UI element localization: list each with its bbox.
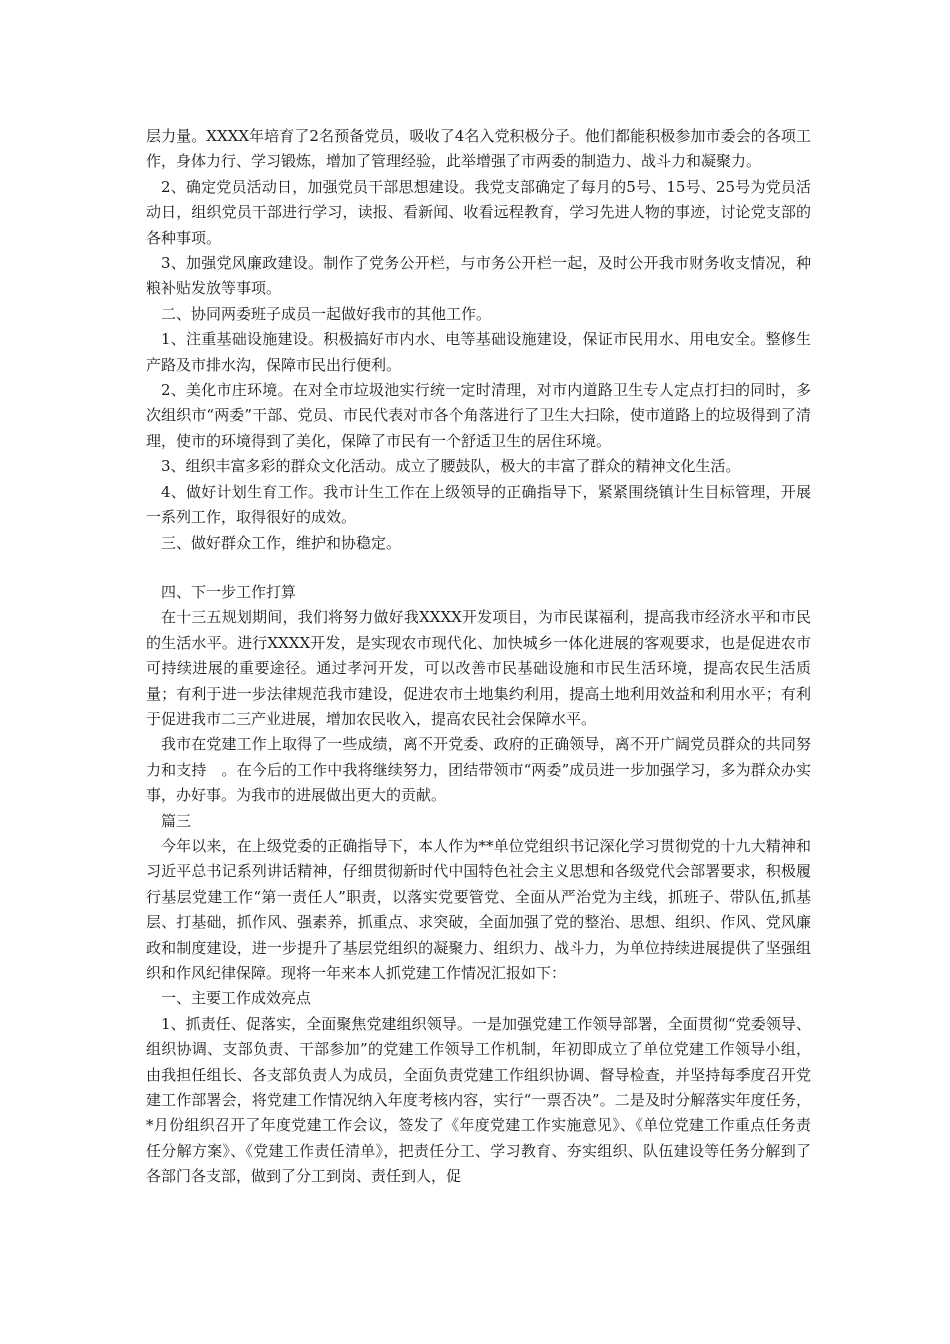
- paragraph-party-strength: 层力量。XXXX年培育了2名预备党员，吸收了4名入党积极分子。他们都能积极参加市委会的各项工作，身体力行、学习锻炼，增加了管理经验，此举增强了市两委的制造力、战斗力和凝聚力。: [146, 127, 811, 171]
- heading-section-three: 三、做好群众工作，维护和协稳定。: [161, 533, 402, 552]
- paragraph-culture: 3、组织丰富多彩的群众文化活动。成立了腰鼓队，极大的丰富了群众的精神文化生活。: [161, 457, 741, 476]
- document-body: [146, 124, 811, 1190]
- paragraph-environment: 2、美化市庄环境。在对全市垃圾池实行统一定时清理，对市内道路卫生专人定点打扫的同时，多次组织市“两委”干部、党员、市民代表对市各个角落进行了卫生大扫除，使市道路上的垃圾得到了清理，使市的环境得到了美化，保障了市民有一个舒适卫生的居住环境。: [146, 381, 811, 450]
- heading-part-three: 篇三: [161, 811, 192, 830]
- paragraph-development-plan: 在十三五规划期间，我们将努力做好我XXXX开发项目，为市民谋福利，提高我市经济水平和市民的生活水平。进行XXXX开发，是实现农市现代化、加快城乡一体化进展的客观要求，也是促进农市可持续进展的重要途径。通过孝河开发，可以改善市民基础设施和市民生活环境，提高农民生活质量；有利于进一步法律规范我市建设，促进农市土地集约利用，提高土地利用效益和利用水平；有利于促进我市二三产业进展，增加农民收入，提高农民社会保障水平。: [146, 608, 811, 728]
- paragraph-family-planning: 4、做好计划生育工作。我市计生工作在上级领导的正确指导下，紧紧围绕镇计生目标管理，开展一系列工作，取得很好的成效。: [146, 482, 811, 527]
- heading-main-results: 一、主要工作成效亮点: [161, 989, 312, 1008]
- paragraph-report-intro: 今年以来，在上级党委的正确指导下，本人作为**单位党组织书记深化学习贯彻党的十九大精神和习近平总书记系列讲话精神，仔细贯彻新时代中国特色社会主义思想和各级党代会部署要求，积极履行基层党建工作“第一责任人”职责，以落实党要管党、全面从严治党为主线，抓班子、带队伍,抓基层、打基础，抓作风、强素养，抓重点、求突破，全面加强了党的整治、思想、组织、作风、党风廉政和制度建设，进一步提升了基层党组织的凝聚力、组织力、战斗力，为单位持续进展提供了坚强组织和作风纪律保障。现将一年来本人抓党建工作情况汇报如下：: [146, 836, 811, 982]
- heading-section-two: 二、协同两委班子成员一起做好我市的其他工作。: [161, 304, 492, 323]
- paragraph-clean-government: 3、加强党风廉政建设。制作了党务公开栏，与市务公开栏一起，及时公开我市财务收支情况，种粮补贴发放等事项。: [146, 254, 811, 298]
- paragraph-responsibility: 1、抓责任、促落实，全面聚焦党建组织领导。一是加强党建工作领导部署，全面贯彻“党委领导、组织协调、支部负责、干部参加”的党建工作领导工作机制，年初即成立了单位党建工作领导小组，由我担任组长、各支部负责人为成员，全面负责党建工作组织协调、督导检查，并坚持每季度召开党建工作部署会，将党建工作情况纳入年度考核内容，实行“一票否决”。二是及时分解落实年度任务，*月份组织召开了年度党建工作会议，签发了《年度党建工作实施意见》、《单位党建工作重点任务责任分解方案》、《党建工作责任清单》，把责任分工、学习教育、夯实组织、队伍建设等任务分解到了各部门各支部，做到了分工到岗、责任到人，促: [146, 1014, 811, 1186]
- blank-line: [146, 556, 811, 580]
- heading-section-four: 四、下一步工作打算: [161, 582, 297, 601]
- paragraph-activity-day: 2、确定党员活动日，加强党员干部思想建设。我党支部确定了每月的5号、15号、25号为党员活动日，组织党员干部进行学习，读报、看新闻、收看远程教育，学习先进人物的事迹，讨论党支部的各种事项。: [146, 177, 811, 247]
- paragraph-infrastructure: 1、注重基础设施建设。积极搞好市内水、电等基础设施建设，保证市民用水、用电安全。整修生产路及市排水沟，保障市民出行便利。: [146, 330, 811, 374]
- paragraph-achievements: 我市在党建工作上取得了一些成绩，离不开党委、政府的正确领导，离不开广阔党员群众的共同努力和支持 。在今后的工作中我将继续努力，团结带领市“两委”成员进一步加强学习，多为群众办实事，办好事。为我市的进展做出更大的贡献。: [146, 735, 811, 805]
